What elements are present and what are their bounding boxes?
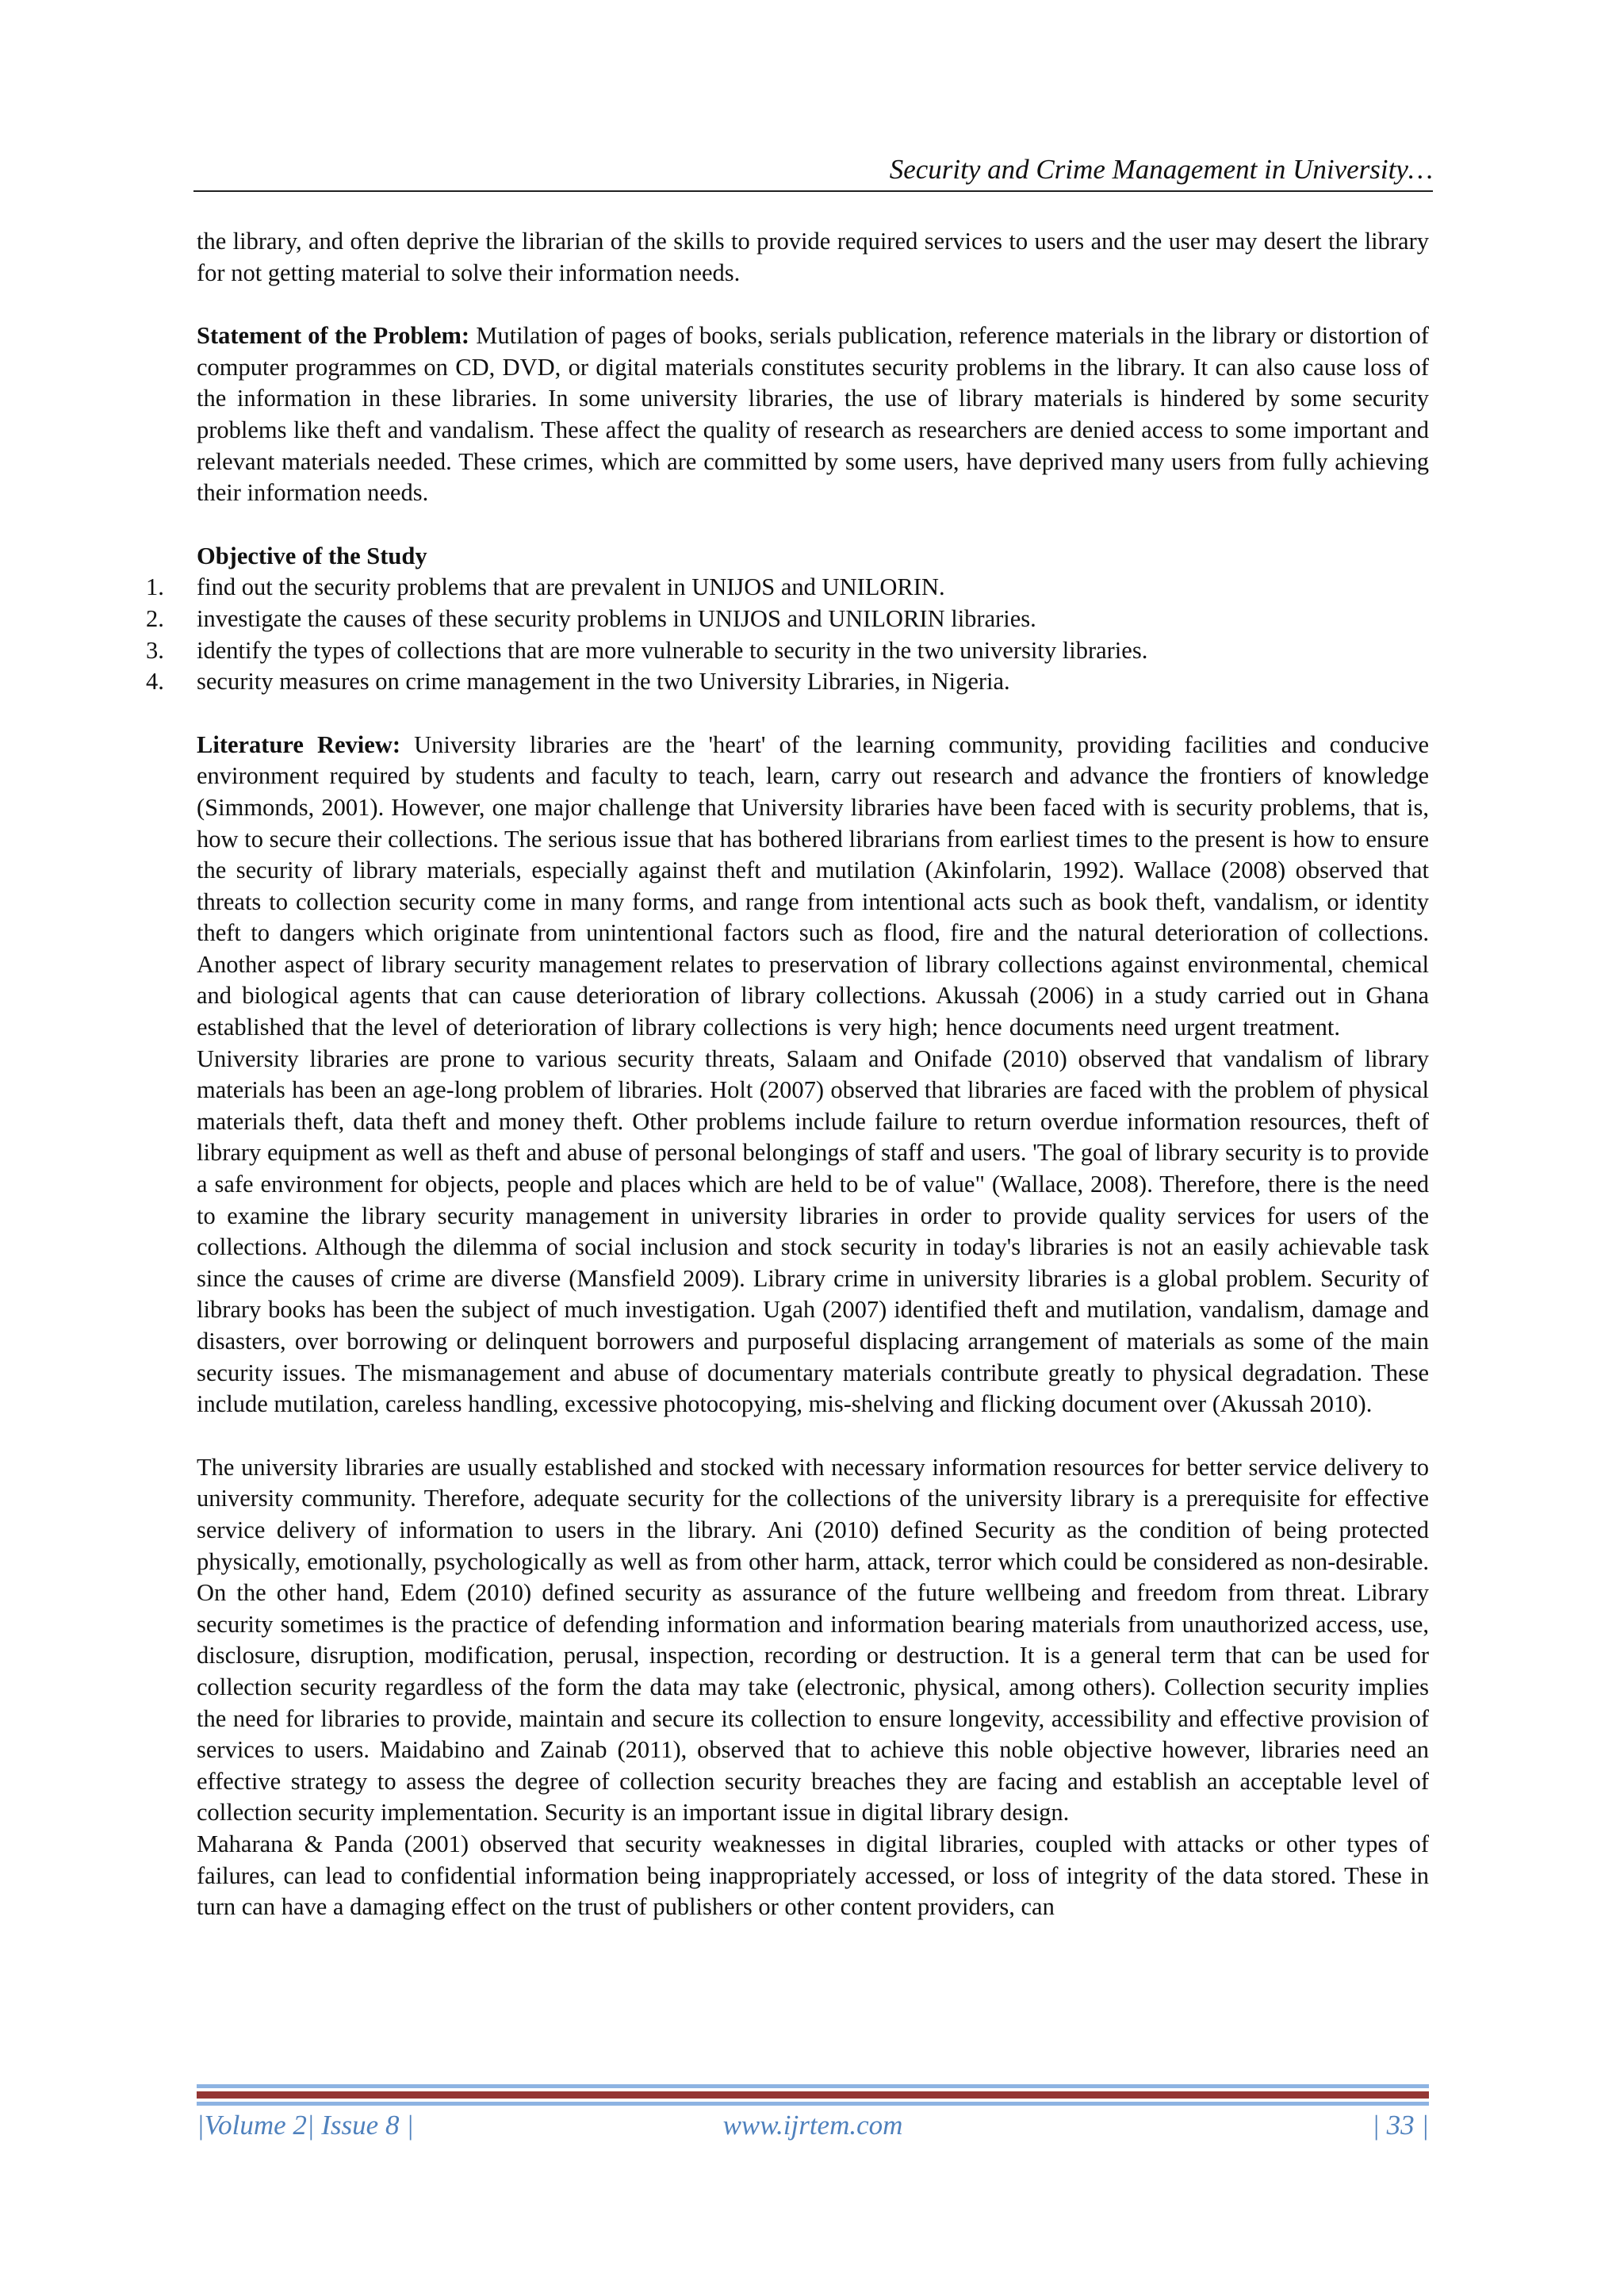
objective-number: 4. [146, 668, 164, 696]
literature-review-paragraph [197, 730, 1429, 1420]
objective-item [146, 635, 1429, 667]
objective-text: identify the types of collections that are more vulnerable to security in the two university libraries. [197, 636, 1148, 664]
paragraph-gap [197, 509, 1429, 541]
paragraph-gap [197, 1420, 1429, 1452]
objectives-heading: Objective of the Study [197, 542, 427, 569]
objective-text: find out the security problems that are prevalent in UNIJOS and UNILORIN. [197, 573, 945, 601]
objective-number: 3. [146, 636, 164, 664]
objective-item [146, 572, 1429, 604]
literature-review-text-part1: University libraries are the 'heart' of the learning community, providing facilities and conducive environment required by students and faculty to teach, learn, carry out research and advance the frontiers of knowledge (Simmonds, 2001). However, one major challenge that University libraries have been faced with is security problems, that is, how to secure their collections. The serious issue that has bothered librarians from earliest times to the present is how to ensure the security of library materials, especially against theft and mutilation (Akinfolarin, 1992). Wallace (2008) observed that threats to collection security come in many forms, and range from intentional acts such as book theft, vandalism, or identity theft to dangers which originate from unintentional factors such as flood, fire and the natural deterioration of collections. Another aspect of library security management relates to preservation of library collections against environmental, chemical and biological agents that can cause deterioration of library collections. Akussah (2006) in a study carried out in Ghana established that the level of deterioration of library collections is very high; hence documents need urgent treatment. [197, 730, 1430, 1041]
footer-volume-issue: |Volume 2| Issue 8 | [197, 2110, 414, 2141]
literature-review-heading: Literature Review: [197, 730, 401, 758]
footer-rule-top [197, 2084, 1429, 2088]
objective-number: 1. [146, 573, 164, 601]
literature-review-text-part2: University libraries are prone to various security threats, Salaam and Onifade (2010) observed that vandalism of library materials has been an age-long problem of libraries. Holt (2007) observed that libraries are faced with the problem of physical materials theft, data theft and money theft. Other problems include failure to return overdue information resources, theft of library equipment as well as theft and abuse of personal belongings of staff and users. 'The goal of library security is to provide a safe environment for objects, people and places which are held to be of value" (Wallace, 2008). Therefore, there is the need to examine the library security management in university libraries in order to provide quality services for users of the collections. Although the dilemma of social inclusion and stock security in today's libraries is not an easily achievable task since the causes of crime are diverse (Mansfield 2009). Library crime in university libraries is a global problem. Security of library books has been the subject of much investigation. Ugah (2007) identified theft and mutilation, vandalism, damage and disasters, over borrowing or delinquent borrowers and purposeful displacing arrangement of materials as some of the main security issues. The mismanagement and abuse of documentary materials contribute greatly to physical degradation. These include mutilation, careless handling, excessive photocopying, mis-shelving and flicking document over (Akussah 2010). [197, 1045, 1429, 1418]
objective-text: investigate the causes of these security problems in UNIJOS and UNILORIN libraries. [197, 604, 1036, 632]
paragraph-gap [197, 698, 1429, 730]
paragraph-gap [197, 289, 1429, 320]
header-divider [193, 190, 1433, 192]
objective-text: security measures on crime management in the two University Libraries, in Nigeria. [197, 668, 1010, 696]
running-title: Security and Crime Management in University… [889, 154, 1433, 185]
problem-statement-heading: Statement of the Problem: [197, 322, 470, 350]
footer-rule-bottom [197, 2102, 1429, 2106]
objectives-list [146, 572, 1429, 697]
university-libraries-paragraph: The university libraries are usually established and stocked with necessary information resources for better service delivery to university community. Therefore, adequate security for the collections of the university library is a prerequisite for effective service delivery of information to users in the library. Ani (2010) defined Security as the condition of being protected physically, emotionally, psychologically as well as from other harm, attack, terror which could be considered as non-desirable. On the other hand, Edem (2010) defined security as assurance of the future wellbeing and freedom from threat. Library security sometimes is the practice of defending information and information bearing materials from unauthorized access, use, disclosure, disruption, modification, perusal, inspection, recording or destruction. It is a general term that can be used for collection security regardless of the form the data may take (electronic, physical, among others). Collection security implies the need for libraries to provide, maintain and secure its collection to ensure longevity, accessibility and effective provision of services to users. Maidabino and Zainab (2011), observed that to achieve this noble objective however, libraries need an effective strategy to assess the degree of collection security breaches they are facing and establish an acceptable level of collection security implementation. Security is an important issue in digital library design. [197, 1453, 1429, 1826]
objective-number: 2. [146, 604, 164, 632]
problem-statement-text: Mutilation of pages of books, serials publication, reference materials in the library or distortion of computer programmes on CD, DVD, or digital materials constitutes security problems in the library. It can also cause loss of the information in these libraries. In some university libraries, the use of library materials is hindered by some security problems like theft and vandalism. These affect the quality of research as researchers are denied access to some important and relevant materials needed. These crimes, which are committed by some users, have deprived many users from fully achieving their information needs. [197, 322, 1429, 507]
footer-website-link[interactable]: www.ijrtem.com [722, 2110, 903, 2141]
problem-statement-paragraph [197, 320, 1429, 509]
intro-continuation-paragraph: the library, and often deprive the librarian of the skills to provide required services to users and the user may desert the library for not getting material to solve their information needs. [197, 228, 1429, 286]
footer-rule-middle [197, 2091, 1429, 2099]
objective-item [146, 666, 1429, 698]
maharana-panda-paragraph: Maharana & Panda (2001) observed that security weaknesses in digital libraries, coupled with attacks or other types of failures, can lead to confidential information being inappropriately accessed, or loss of integrity of the data stored. These in turn can have a damaging effect on the trust of publishers or other content providers, can [197, 1830, 1429, 1921]
footer-page-number: | 33 | [1372, 2110, 1429, 2141]
objective-item [146, 604, 1429, 635]
article-body [146, 226, 1430, 1923]
